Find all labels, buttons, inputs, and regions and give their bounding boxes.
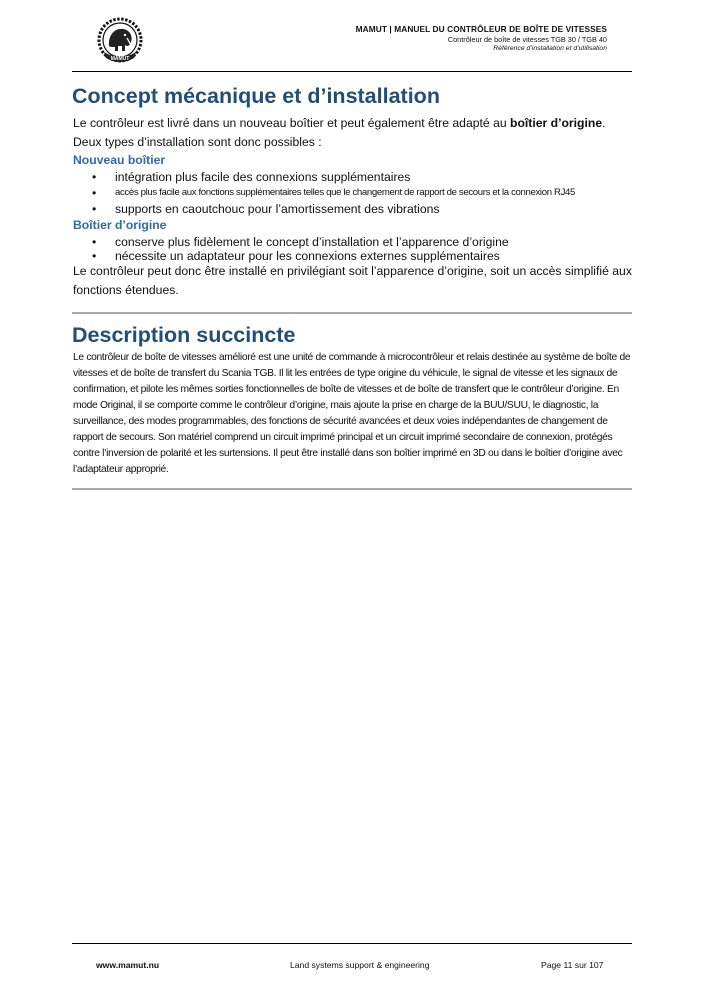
list-item: • intégration plus facile des connexions supplémentaires [92, 170, 411, 184]
section-title-short-description: Description succincte [72, 323, 296, 347]
section-divider [72, 488, 632, 490]
svg-text:MAMUT: MAMUT [110, 56, 130, 62]
header-subtitle: Contrôleur de boîte de vitesses TGB 30 / TGB 40 [447, 35, 607, 44]
intro-text-end: . [602, 116, 606, 130]
mamut-logo [94, 16, 146, 66]
intro-text: Le contrôleur est livré dans un nouveau boîtier et peut également être adapté au [73, 116, 511, 130]
intro-bold-text: boîtier d’origine [510, 116, 603, 130]
section-title-mechanical-concept: Concept mécanique et d’installation [72, 84, 440, 108]
list-item: • supports en caoutchouc pour l’amortissement des vibrations [92, 202, 440, 216]
intro-line-2: Deux types d’installation sont donc possibles : [73, 135, 322, 149]
page-header [356, 24, 607, 52]
section-divider [72, 312, 632, 314]
new-housing-list [92, 169, 632, 217]
header-reference: Référence d’installation et d’utilisation [493, 45, 607, 52]
conclusion-paragraph: Le contrôleur peut donc être installé en privilégiant soit l’apparence d’origine, soit un accès simplifié aux fonctions étendues. [73, 264, 632, 297]
list-item: • accès plus facile aux fonctions supplémentaires telles que le changement de rapport de secours et la connexion RJ45 [92, 186, 575, 200]
footer-divider [72, 943, 632, 944]
bullet-icon: • [92, 235, 97, 249]
subheading-original-housing: Boîtier d’origine [73, 218, 167, 232]
header-divider [72, 71, 632, 72]
bullet-icon: • [92, 249, 97, 263]
subheading-new-housing: Nouveau boîtier [73, 153, 166, 167]
page-number: Page 11 sur 107 [541, 960, 604, 970]
footer-website: www.mamut.nu [96, 960, 160, 970]
list-item: • nécessite un adaptateur pour les connexions externes supplémentaires [92, 249, 500, 263]
bullet-icon: • [92, 186, 96, 200]
bullet-icon: • [92, 170, 97, 184]
intro-paragraph [73, 114, 633, 152]
description-paragraph: Le contrôleur de boîte de vitesses amélioré est une unité de commande à microcontrôleur et relais destinée au système de boîte de vitesses et de boîte de transfert du Scania TGB. Il lit les entrées de type origine du véhicule, le signal de vitesse et les signaux de confirmation, et pilote les mêmes sorties fonctionnelles de boîte de vitesses et de boîte de transfert que le contrôleur d’origine. En mode Original, il se comporte comme le contrôleur d’origine, mais ajoute la prise en charge de la BUU/SUU, le diagnostic, la surveillance, des modes programmables, des fonctions de sécurité avancées et deux voies indépendantes de changement de rapport de secours. Son matériel comprend un circuit imprimé principal et un circuit imprimé secondaire de connexion, protégés contre l’inversion de polarité et les surtensions. Il peut être installé dans son boîtier imprimé en 3D ou dans le boîtier d’origine avec l’adaptateur approprié. [73, 352, 631, 475]
footer-tagline: Land systems support & engineering [290, 960, 430, 970]
bullet-icon: • [92, 202, 97, 216]
header-title: MAMUT | MANUEL DU CONTRÔLEUR DE BOÎTE DE VITESSES [355, 24, 607, 34]
original-housing-list [92, 235, 632, 263]
list-item: • conserve plus fidèlement le concept d’installation et l’apparence d’origine [92, 235, 509, 249]
